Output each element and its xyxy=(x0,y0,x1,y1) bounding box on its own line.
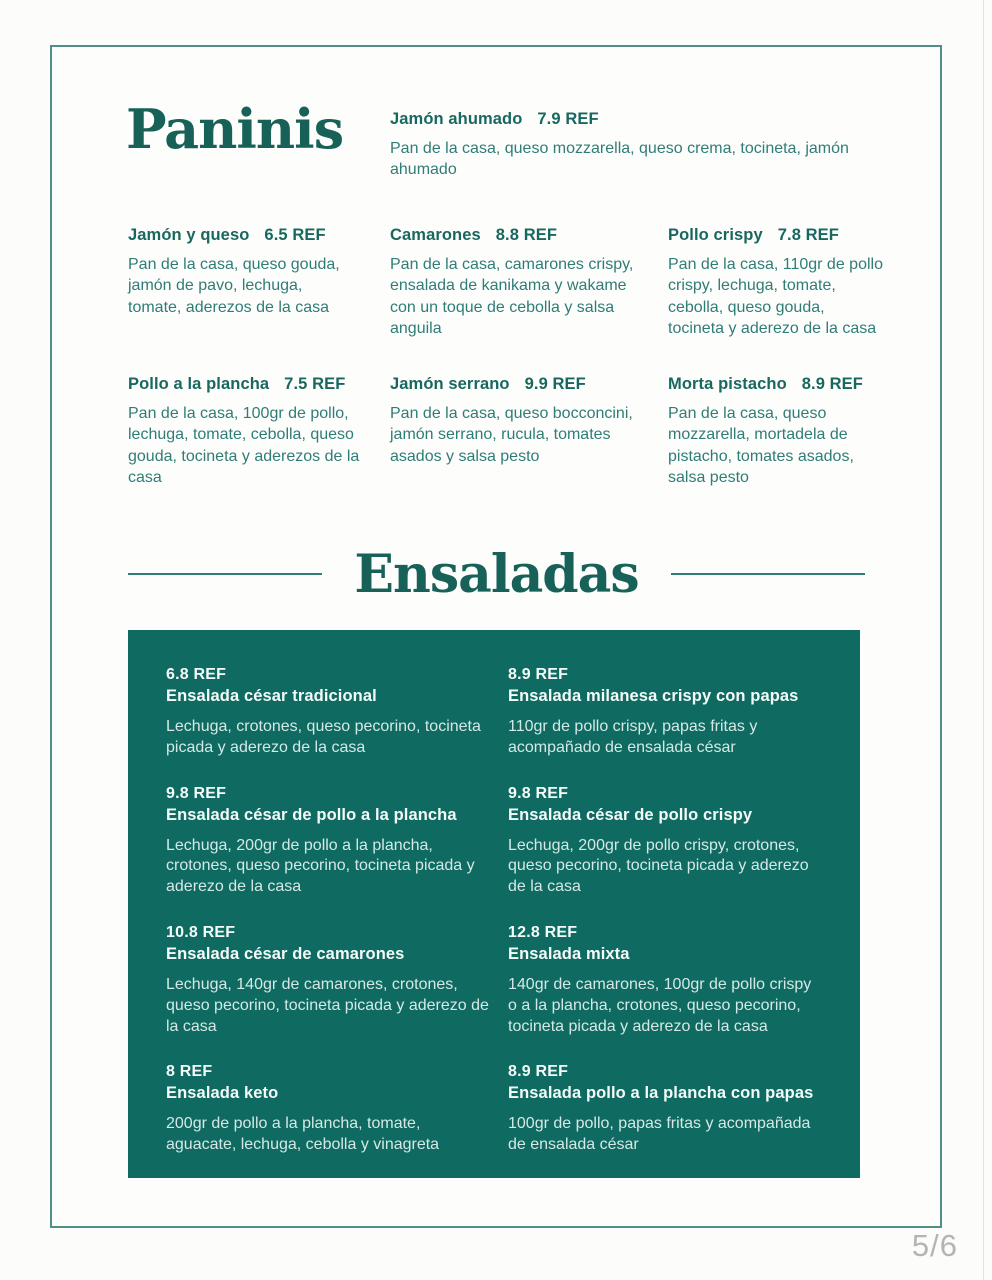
menu-item-description: Pan de la casa, queso mozzarella, queso crema, tocineta, jamón ahumado xyxy=(390,140,849,179)
menu-item-morta-pistacho xyxy=(668,375,902,488)
menu-item-price: 6.5 REF xyxy=(264,226,326,244)
salad-description: 200gr de pollo a la plancha, tomate, aguacate, lechuga, cebolla y vinagreta xyxy=(166,1115,440,1154)
menu-item-name: Morta pistacho xyxy=(668,375,787,394)
paninis-section-title: Paninis xyxy=(126,97,344,161)
heading-rule-left xyxy=(128,573,322,575)
menu-item-price: 9.9 REF xyxy=(524,375,586,394)
ensaladas-section-heading xyxy=(128,534,865,614)
menu-item-name: Jamón y queso xyxy=(128,226,250,244)
menu-item-description: Pan de la casa, queso bocconcini, jamón serrano, rucula, tomates asados y salsa pesto xyxy=(390,405,633,465)
ensaladas-panel xyxy=(128,630,860,1178)
salad-price: 8.9 REF xyxy=(508,666,569,683)
menu-item-header xyxy=(668,375,884,394)
menu-item-description: Pan de la casa, 110gr de pollo crispy, lechuga, tomate, cebolla, queso gouda, tocineta y aderezo de la casa xyxy=(668,256,883,337)
salad-item-mixta xyxy=(508,924,834,1037)
salad-item-cesar-pollo-crispy xyxy=(508,785,834,898)
salad-name: Ensalada pollo a la plancha con papas xyxy=(508,1084,814,1103)
salad-name: Ensalada keto xyxy=(166,1084,279,1103)
menu-item-price: 8.8 REF xyxy=(495,226,558,244)
menu-item-name: Jamón serrano xyxy=(390,375,510,394)
salad-name: Ensalada césar tradicional xyxy=(166,687,377,705)
salad-price: 8.9 REF xyxy=(508,1063,569,1081)
ensaladas-section-title: Ensaladas xyxy=(354,543,639,605)
salad-description: Lechuga, 200gr de pollo a la plancha, crotones, queso pecorino, tocineta picada y aderezo de la casa xyxy=(166,836,475,896)
menu-item-header xyxy=(390,375,650,394)
salad-description: Lechuga, 200gr de pollo crispy, crotones, queso pecorino, tocineta picada y aderezo de la casa xyxy=(508,836,809,896)
salad-description: 100gr de pollo, papas fritas y acompañada de ensalada césar xyxy=(508,1115,811,1154)
salad-description: 110gr de pollo crispy, papas fritas y acompañado de ensalada césar xyxy=(508,718,758,756)
menu-item-header xyxy=(390,110,868,129)
heading-rule-right xyxy=(671,573,865,575)
page-number: 5/6 xyxy=(911,1228,958,1263)
menu-item-name: Camarones xyxy=(390,226,481,244)
menu-item-price: 8.9 REF xyxy=(801,375,863,394)
menu-item-jamon-serrano xyxy=(390,375,668,488)
menu-item-header xyxy=(128,375,372,394)
salad-item-milanesa-crispy xyxy=(508,666,834,759)
salad-name: Ensalada milanesa crispy con papas xyxy=(508,687,799,705)
menu-item-price: 7.5 REF xyxy=(284,375,346,394)
salad-item-cesar-camarones xyxy=(166,924,508,1037)
salad-name: Ensalada césar de camarones xyxy=(166,944,405,963)
menu-item-pollo-crispy xyxy=(668,226,902,339)
menu-item-description: Pan de la casa, camarones crispy, ensalada de kanikama y wakame con un toque de cebolla y salsa anguila xyxy=(390,256,634,337)
menu-item-description: Pan de la casa, queso gouda, jamón de pavo, lechuga, tomate, aderezos de la casa xyxy=(128,256,340,316)
photo-edge-line xyxy=(983,0,984,1280)
menu-item-header xyxy=(390,226,650,245)
salad-price: 10.8 REF xyxy=(166,923,236,941)
menu-item-name: Pollo a la plancha xyxy=(128,375,270,394)
menu-item-description: Pan de la casa, 100gr de pollo, lechuga, tomate, cebolla, queso gouda, tocineta y aderezos de la casa xyxy=(128,405,360,486)
menu-item-price: 7.8 REF xyxy=(777,226,839,244)
salad-price: 8 REF xyxy=(166,1063,213,1081)
menu-item-name: Pollo crispy xyxy=(668,226,763,244)
salad-item-pollo-plancha-papas xyxy=(508,1063,834,1156)
menu-item-jamon-y-queso xyxy=(128,226,390,339)
salad-description: Lechuga, 140gr de camarones, crotones, queso pecorino, tocineta picada y aderezo de la casa xyxy=(166,975,489,1035)
salad-name: Ensalada césar de pollo crispy xyxy=(508,805,753,824)
salad-item-keto xyxy=(166,1063,508,1156)
menu-item-name: Jamón ahumado xyxy=(390,110,523,128)
paninis-grid xyxy=(128,226,902,488)
salad-description: 140gr de camarones, 100gr de pollo crispy o a la plancha, crotones, queso pecorino, tocineta picada y aderezo de la casa xyxy=(508,975,812,1035)
menu-item-header xyxy=(128,226,372,245)
menu-item-camarones xyxy=(390,226,668,339)
salad-price: 9.8 REF xyxy=(166,784,227,802)
salad-name: Ensalada mixta xyxy=(508,944,630,963)
salad-price: 6.8 REF xyxy=(166,666,227,683)
salad-item-cesar-pollo-plancha xyxy=(166,785,508,898)
salad-price: 9.8 REF xyxy=(508,784,569,802)
menu-item-jamon-ahumado xyxy=(390,110,868,181)
menu-item-description: Pan de la casa, queso mozzarella, mortadela de pistacho, tomates asados, salsa pesto xyxy=(668,405,854,486)
menu-item-price: 7.9 REF xyxy=(537,110,599,128)
menu-item-header xyxy=(668,226,884,245)
salad-name: Ensalada césar de pollo a la plancha xyxy=(166,805,457,824)
menu-item-pollo-a-la-plancha xyxy=(128,375,390,488)
salad-price: 12.8 REF xyxy=(508,923,578,941)
salad-description: Lechuga, crotones, queso pecorino, tocineta picada y aderezo de la casa xyxy=(166,718,481,756)
salad-item-cesar-tradicional xyxy=(166,666,508,759)
